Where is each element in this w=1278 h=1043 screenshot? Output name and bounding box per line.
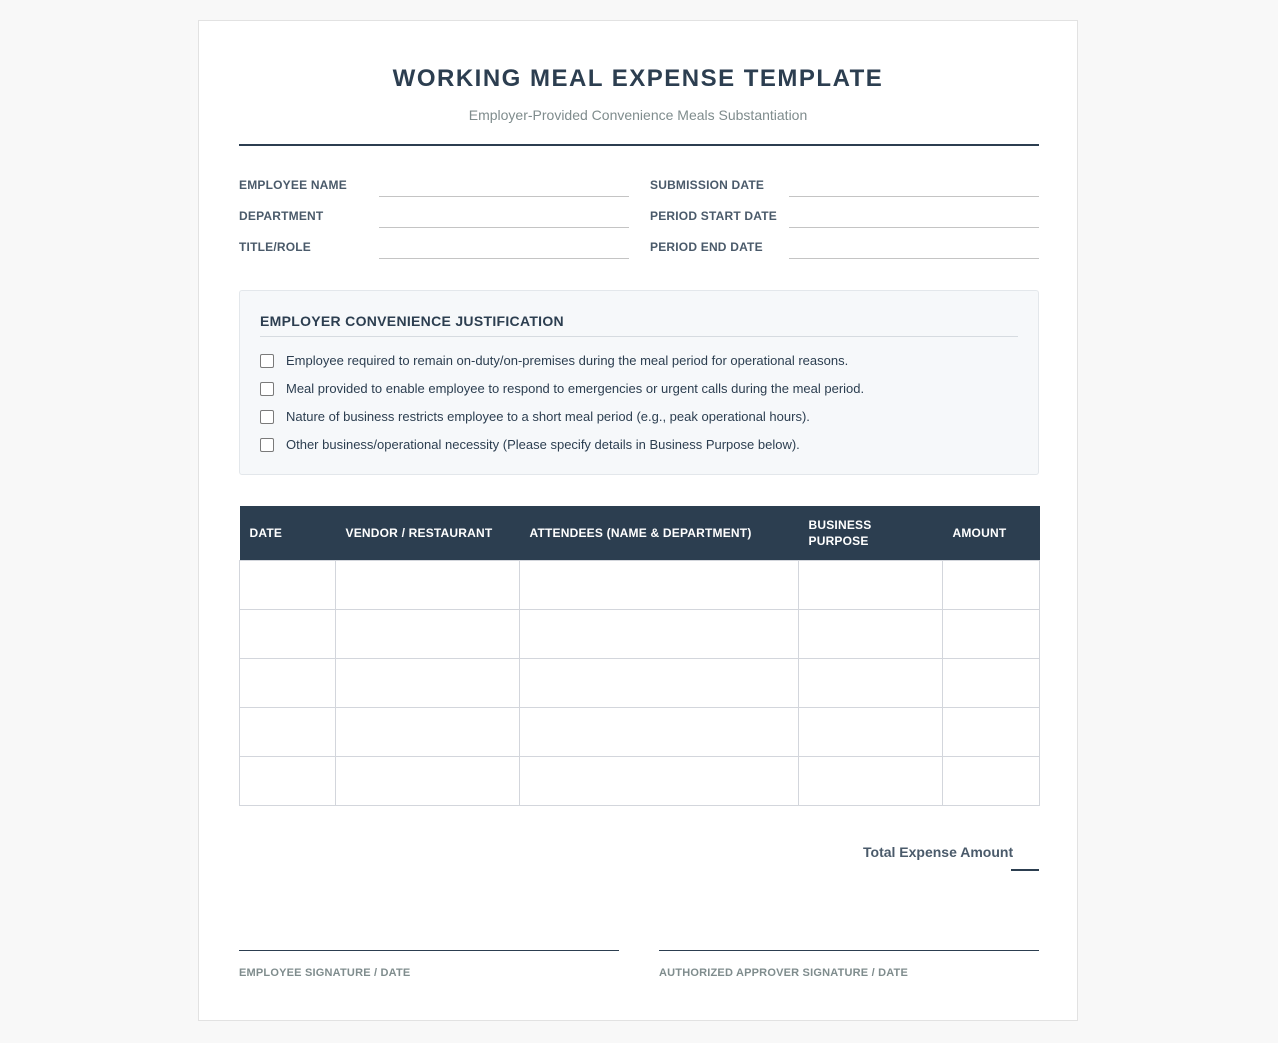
total-expense-field[interactable] — [1011, 869, 1039, 871]
approver-signature-line[interactable] — [659, 950, 1039, 951]
table-cell-amount[interactable] — [943, 757, 1040, 806]
employee-signature-label: EMPLOYEE SIGNATURE / DATE — [239, 967, 411, 979]
table-cell-business-purpose[interactable] — [799, 561, 943, 610]
department-label: DEPARTMENT — [239, 209, 324, 223]
table-row — [240, 610, 1040, 659]
form-title: WORKING MEAL EXPENSE TEMPLATE — [392, 65, 884, 92]
table-cell-attendees[interactable] — [520, 610, 799, 659]
table-cell-attendees[interactable] — [520, 757, 799, 806]
table-cell-attendees[interactable] — [520, 561, 799, 610]
table-row — [240, 708, 1040, 757]
table-cell-date[interactable] — [240, 708, 336, 757]
table-row — [240, 659, 1040, 708]
checkbox[interactable] — [260, 410, 274, 424]
period-end-date-field[interactable] — [789, 258, 1039, 259]
period-start-date-field[interactable] — [789, 227, 1039, 228]
column-header-vendor: VENDOR / RESTAURANT — [336, 506, 520, 561]
table-cell-vendor[interactable] — [336, 610, 520, 659]
justification-divider — [260, 336, 1018, 337]
table-cell-vendor[interactable] — [336, 757, 520, 806]
table-cell-vendor[interactable] — [336, 708, 520, 757]
title-role-field[interactable] — [379, 258, 629, 259]
table-cell-date[interactable] — [240, 610, 336, 659]
table-header-row — [240, 506, 1040, 561]
checkbox[interactable] — [260, 382, 274, 396]
table-cell-vendor[interactable] — [336, 659, 520, 708]
table-cell-date[interactable] — [240, 659, 336, 708]
total-expense-label: Total Expense Amount — [863, 844, 1014, 860]
period-start-date-label: PERIOD START DATE — [650, 209, 777, 223]
justification-panel — [239, 290, 1039, 475]
submission-date-field[interactable] — [789, 196, 1039, 197]
employee-signature-line[interactable] — [239, 950, 619, 951]
table-cell-business-purpose[interactable] — [799, 610, 943, 659]
table-cell-amount[interactable] — [943, 708, 1040, 757]
column-header-date: DATE — [240, 506, 336, 561]
table-cell-amount[interactable] — [943, 561, 1040, 610]
column-header-business-purpose: BUSINESS PURPOSE — [799, 506, 943, 561]
table-cell-business-purpose[interactable] — [799, 659, 943, 708]
table-row — [240, 561, 1040, 610]
expense-table — [239, 506, 1040, 806]
department-field[interactable] — [379, 227, 629, 228]
table-cell-attendees[interactable] — [520, 708, 799, 757]
form-subtitle: Employer-Provided Convenience Meals Substantiation — [468, 107, 808, 123]
table-cell-attendees[interactable] — [520, 659, 799, 708]
table-cell-business-purpose[interactable] — [799, 757, 943, 806]
table-row — [240, 757, 1040, 806]
title-role-label: TITLE/ROLE — [239, 240, 311, 254]
justification-option-label: Other business/operational necessity (Please specify details in Business Purpose below). — [286, 437, 800, 452]
expense-form-sheet — [198, 20, 1078, 1021]
employee-name-field[interactable] — [379, 196, 629, 197]
table-cell-date[interactable] — [240, 561, 336, 610]
table-cell-amount[interactable] — [943, 659, 1040, 708]
column-header-amount: AMOUNT — [943, 506, 1040, 561]
justification-heading: EMPLOYER CONVENIENCE JUSTIFICATION — [260, 313, 564, 329]
submission-date-label: SUBMISSION DATE — [650, 178, 765, 192]
period-end-date-label: PERIOD END DATE — [650, 240, 763, 254]
justification-option-label: Nature of business restricts employee to a short meal period (e.g., peak operational hours). — [286, 409, 810, 424]
justification-option-label: Meal provided to enable employee to respond to emergencies or urgent calls during the meal period. — [286, 381, 865, 396]
column-header-attendees: ATTENDEES (NAME & DEPARTMENT) — [520, 506, 799, 561]
employee-name-label: EMPLOYEE NAME — [239, 178, 347, 192]
table-cell-amount[interactable] — [943, 610, 1040, 659]
approver-signature-label: AUTHORIZED APPROVER SIGNATURE / DATE — [659, 967, 909, 979]
table-cell-business-purpose[interactable] — [799, 708, 943, 757]
checkbox[interactable] — [260, 438, 274, 452]
table-cell-date[interactable] — [240, 757, 336, 806]
header-divider — [239, 144, 1039, 146]
checkbox[interactable] — [260, 354, 274, 368]
table-cell-vendor[interactable] — [336, 561, 520, 610]
justification-option-label: Employee required to remain on-duty/on-premises during the meal period for operational reasons. — [286, 353, 849, 368]
